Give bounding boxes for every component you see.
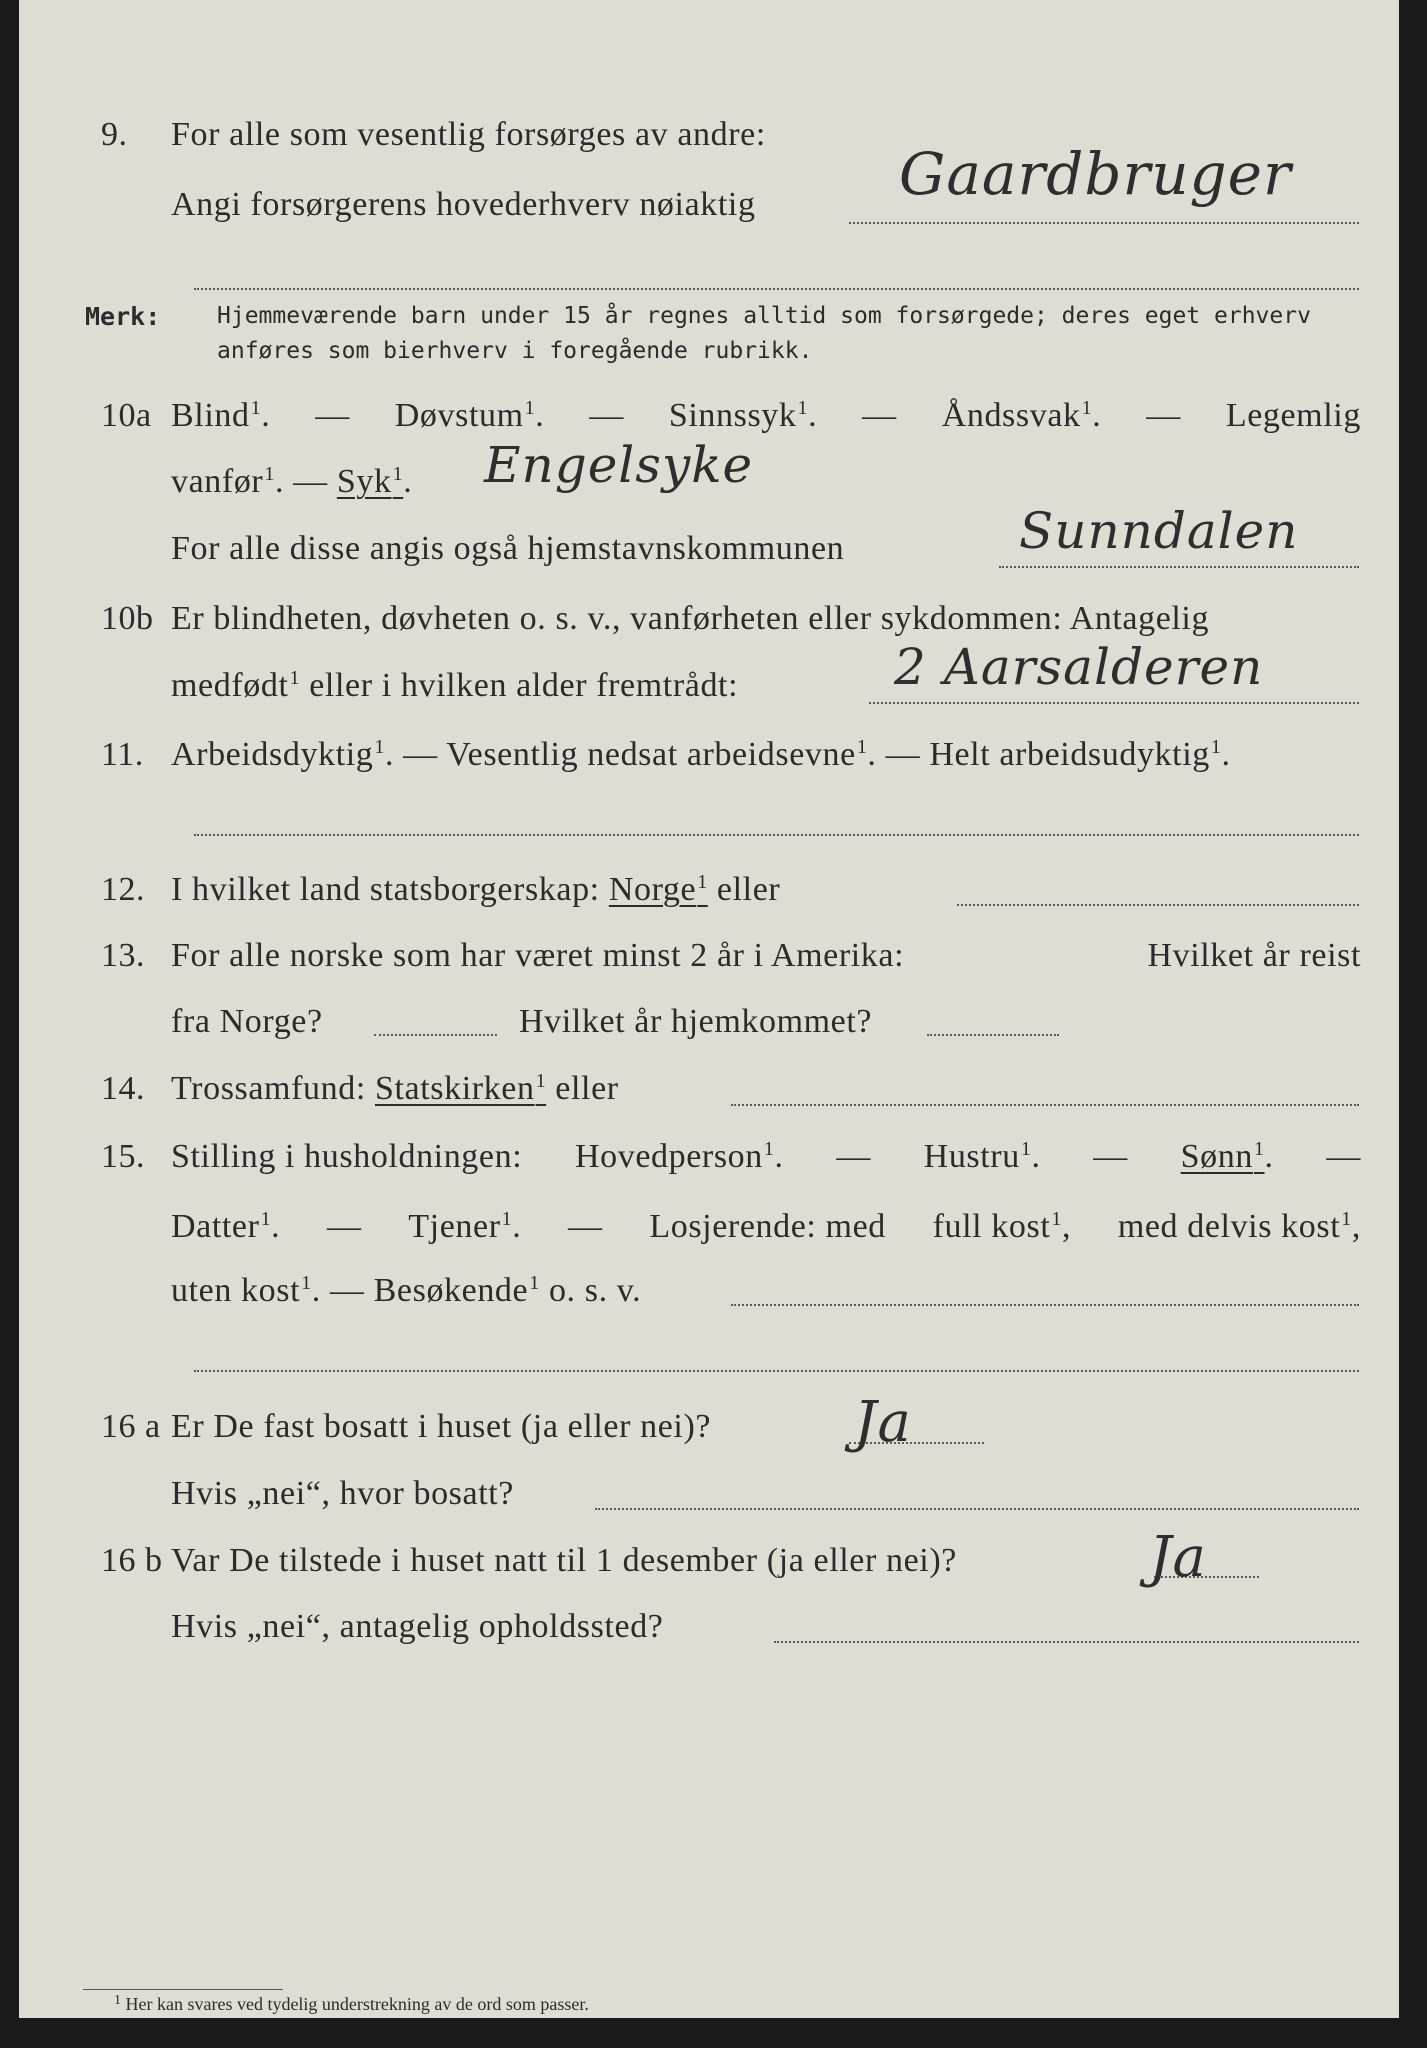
question-number: 16 a (101, 1408, 161, 1445)
note-label: Merk: (85, 302, 161, 331)
question-number: 11. (101, 736, 144, 773)
answer-line (957, 904, 1359, 906)
form-page (19, 0, 1399, 2018)
handwritten-answer: 2 Aarsalderen (894, 638, 1264, 696)
handwritten-answer: Ja (854, 1390, 912, 1455)
answer-line (774, 1641, 1359, 1643)
answer-line (731, 1304, 1359, 1306)
answer-line (194, 1370, 1359, 1372)
question-text: medfødt$^1$ eller i hvilken alder fremtrådt: (171, 667, 739, 704)
question-text: fra Norge? (171, 1003, 323, 1040)
question-text: For alle disse angis også hjemstavnskommunen (171, 530, 845, 567)
question-text: vanfør$^1$. — Syk$^1$. (171, 463, 413, 500)
answer-line (194, 834, 1359, 836)
note-text: Hjemmeværende barn under 15 år regnes alltid som forsørgede; deres eget erhverv (217, 303, 1311, 329)
question-text: Trossamfund: Statskirken$^1$ eller (171, 1070, 619, 1107)
question-text: For alle norske som har været minst 2 år i Amerika: Hvilket år reist (171, 937, 1361, 974)
question-text: Hvis „nei“, antagelig opholdssted? (171, 1608, 664, 1645)
question-number: 16 b (101, 1542, 163, 1579)
question-number: 13. (101, 937, 145, 974)
handwritten-answer: Sunndalen (1019, 502, 1299, 560)
question-text: Hvis „nei“, hvor bosatt? (171, 1475, 514, 1512)
answer-line (999, 566, 1359, 568)
question-number: 15. (101, 1138, 145, 1175)
question-text: Er blindheten, døvheten o. s. v., vanførheten eller sykdommen: Antagelig (171, 600, 1210, 637)
question-number: 10b (101, 600, 154, 637)
question-number: 9. (101, 116, 128, 153)
answer-line (194, 288, 1359, 290)
answer-line (927, 1034, 1059, 1036)
answer-line (869, 702, 1359, 704)
question-text: Stilling i husholdningen: Hovedperson$^1$. — Hustru$^1$. — Sønn$^1$. — (171, 1138, 1361, 1175)
question-number: 12. (101, 871, 145, 908)
footnote-rule (83, 1989, 283, 1990)
handwritten-answer: Ja (1149, 1525, 1207, 1590)
question-number: 14. (101, 1070, 145, 1107)
footnote: $^1$ Her kan svares ved tydelig understrekning av de ord som passer. (114, 1993, 589, 2014)
question-text: Blind$^1$. — Døvstum$^1$. — Sinnssyk$^1$. — Åndssvak$^1$. — Legemlig (171, 397, 1361, 434)
question-text: For alle som vesentlig forsørges av andre: (171, 116, 766, 153)
question-text: Angi forsørgerens hovederhverv nøiaktig (171, 186, 756, 223)
question-text: Arbeidsdyktig$^1$. — Vesentlig nedsat arbeidsevne$^1$. — Helt arbeidsudyktig$^1$. (171, 736, 1231, 773)
question-text: Er De fast bosatt i huset (ja eller nei)? (171, 1408, 712, 1445)
question-text: I hvilket land statsborgerskap: Norge$^1$ eller (171, 871, 781, 908)
question-text: Datter$^1$. — Tjener$^1$. — Losjerende: med full kost$^1$, med delvis kost$^1$, (171, 1208, 1361, 1245)
question-number: 10a (101, 397, 152, 434)
question-text: uten kost$^1$. — Besøkende$^1$ o. s. v. (171, 1272, 642, 1309)
handwritten-answer: Engelsyke (484, 436, 754, 494)
answer-line (374, 1034, 497, 1036)
answer-line (849, 222, 1359, 224)
question-text: Var De tilstede i huset natt til 1 desember (ja eller nei)? (171, 1542, 957, 1579)
answer-line (595, 1508, 1359, 1510)
question-text: Hvilket år hjemkommet? (519, 1003, 873, 1040)
answer-line (731, 1104, 1359, 1106)
handwritten-answer: Gaardbruger (899, 140, 1292, 208)
note-text: anføres som bierhverv i foregående rubrikk. (217, 338, 813, 364)
